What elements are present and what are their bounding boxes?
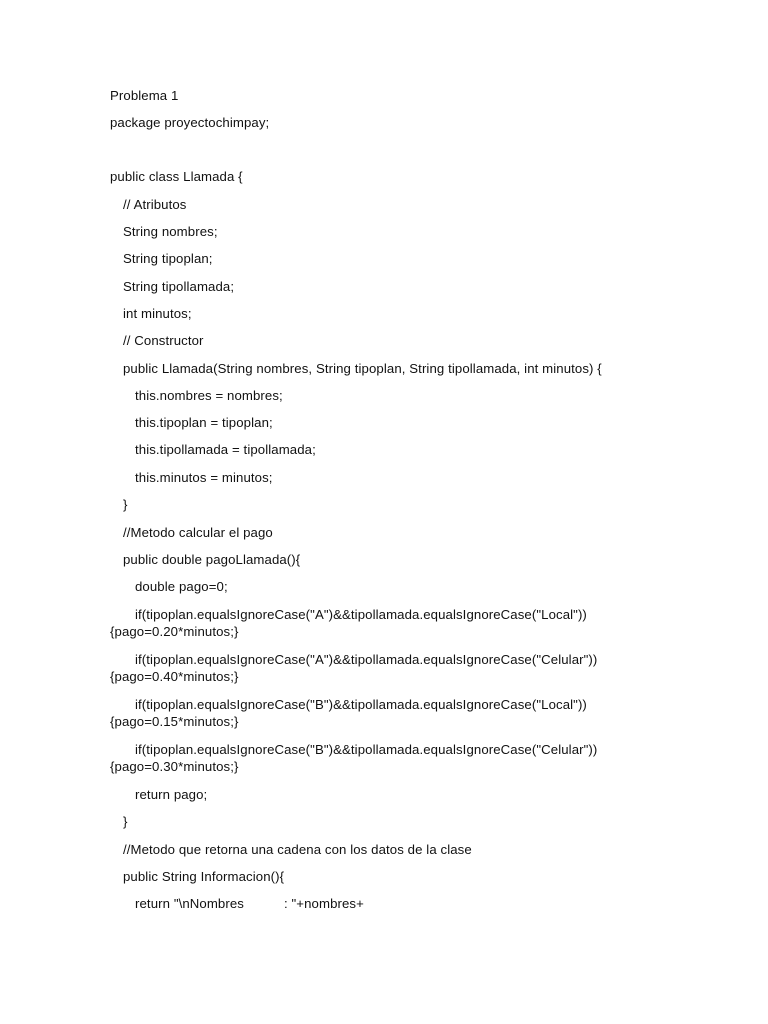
comment-atributos: // Atributos bbox=[123, 197, 187, 212]
return-informacion-part-a: return "\nNombres bbox=[135, 896, 244, 911]
method-pago-signature: public double pagoLlamada(){ bbox=[123, 552, 301, 567]
if-b-local-body: {pago=0.15*minutos;} bbox=[110, 714, 239, 729]
assign-tipoplan: this.tipoplan = tipoplan; bbox=[135, 415, 273, 430]
if-b-local-condition: if(tipoplan.equalsIgnoreCase("B")&&tipollamada.equalsIgnoreCase("Local")) bbox=[135, 697, 587, 712]
if-a-celular-condition: if(tipoplan.equalsIgnoreCase("A")&&tipollamada.equalsIgnoreCase("Celular")) bbox=[135, 652, 598, 667]
assign-tipollamada: this.tipollamada = tipollamada; bbox=[135, 442, 316, 457]
if-a-celular-body: {pago=0.40*minutos;} bbox=[110, 669, 239, 684]
return-pago: return pago; bbox=[135, 787, 208, 802]
field-minutos: int minutos; bbox=[123, 306, 192, 321]
class-declaration: public class Llamada { bbox=[110, 169, 243, 184]
if-a-local-body: {pago=0.20*minutos;} bbox=[110, 624, 239, 639]
comment-metodo-informacion: //Metodo que retorna una cadena con los datos de la clase bbox=[123, 842, 472, 857]
close-brace-constructor: } bbox=[123, 497, 128, 512]
field-tipollamada: String tipollamada; bbox=[123, 279, 235, 294]
pago-init: double pago=0; bbox=[135, 579, 228, 594]
field-nombres: String nombres; bbox=[123, 224, 218, 239]
constructor-signature: public Llamada(String nombres, String tipoplan, String tipollamada, int minutos) { bbox=[123, 361, 602, 376]
if-a-local-condition: if(tipoplan.equalsIgnoreCase("A")&&tipollamada.equalsIgnoreCase("Local")) bbox=[135, 607, 587, 622]
if-b-celular-condition: if(tipoplan.equalsIgnoreCase("B")&&tipollamada.equalsIgnoreCase("Celular")) bbox=[135, 742, 598, 757]
method-informacion-signature: public String Informacion(){ bbox=[123, 869, 285, 884]
assign-minutos: this.minutos = minutos; bbox=[135, 470, 273, 485]
return-informacion-part-b: : "+nombres+ bbox=[284, 896, 364, 911]
package-line: package proyectochimpay; bbox=[110, 115, 270, 130]
comment-metodo-pago: //Metodo calcular el pago bbox=[123, 525, 273, 540]
close-brace-pago: } bbox=[123, 814, 128, 829]
heading: Problema 1 bbox=[110, 88, 179, 103]
if-b-celular-body: {pago=0.30*minutos;} bbox=[110, 759, 239, 774]
comment-constructor: // Constructor bbox=[123, 333, 204, 348]
field-tipoplan: String tipoplan; bbox=[123, 251, 213, 266]
assign-nombres: this.nombres = nombres; bbox=[135, 388, 283, 403]
return-informacion-line bbox=[135, 895, 364, 912]
